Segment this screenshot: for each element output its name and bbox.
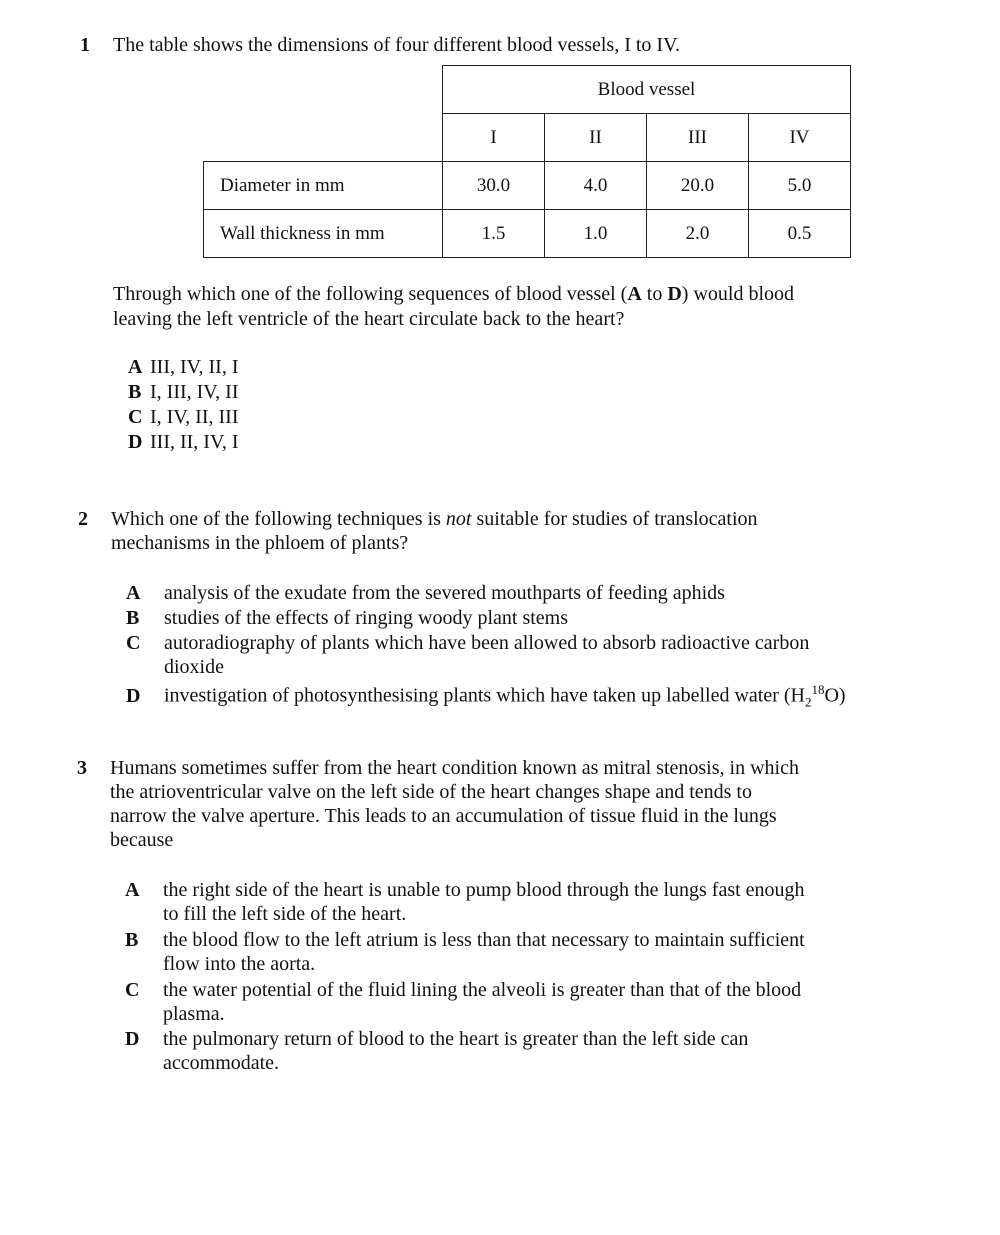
table-cell: 1.0 [545, 210, 647, 258]
table-cell: 4.0 [545, 162, 647, 210]
option-text: I, IV, II, III [150, 406, 239, 428]
option-letter: D [128, 431, 143, 453]
table-cell: 1.5 [443, 210, 545, 258]
formula-end: O) [824, 684, 846, 707]
option-text: autoradiography of plants which have been allowed to absorb radioactive carbon [164, 632, 810, 654]
option-letter: A [126, 582, 141, 604]
question-text [113, 283, 794, 306]
column-header: II [545, 114, 647, 162]
table-cell: 30.0 [443, 162, 545, 210]
question-text-part: Which one of the following techniques is [111, 508, 446, 530]
option-a[interactable] [126, 582, 725, 605]
option-c[interactable] [128, 406, 239, 429]
option-letter: D [126, 684, 141, 707]
option-text: the water potential of the fluid lining the alveoli is greater than that of the blood [163, 979, 802, 1001]
option-text: analysis of the exudate from the severed mouthparts of feeding aphids [164, 582, 725, 604]
option-text: the right side of the heart is unable to pump blood through the lungs fast enough [163, 879, 805, 901]
option-text-continued: plasma. [163, 1003, 225, 1025]
question-text-part: to [641, 283, 668, 305]
option-letter: A [128, 356, 143, 378]
question-text-bold: A [627, 283, 642, 305]
question-text-part: suitable for studies of translocation [471, 508, 758, 530]
question-text-part: ) would blood [681, 283, 795, 305]
question-number: 2 [78, 508, 88, 530]
question-stem [111, 508, 758, 531]
option-letter: C [126, 632, 141, 654]
option-text: investigation of photosynthesising plants which have taken up labelled water (H [164, 684, 805, 707]
option-text: III, II, IV, I [150, 431, 239, 453]
option-text-continued: to fill the left side of the heart. [163, 903, 407, 925]
option-d[interactable] [126, 682, 846, 711]
option-b[interactable] [128, 381, 239, 404]
question-text-part: Through which one of the following sequences of blood vessel ( [113, 283, 628, 305]
table-cell: 2.0 [647, 210, 749, 258]
option-c[interactable] [126, 632, 809, 655]
option-text-continued: flow into the aorta. [163, 953, 316, 975]
option-letter: B [126, 607, 140, 629]
table-cell: 0.5 [749, 210, 851, 258]
option-letter: D [125, 1028, 140, 1050]
column-header: IV [749, 114, 851, 162]
column-header: III [647, 114, 749, 162]
table-corner-blank [204, 114, 443, 162]
option-text: the pulmonary return of blood to the heart is greater than the left side can [163, 1028, 749, 1050]
table-group-header: Blood vessel [443, 66, 851, 114]
option-letter: C [128, 406, 143, 428]
table-cell: 5.0 [749, 162, 851, 210]
option-text: I, III, IV, II [150, 381, 239, 403]
question-text-line2: leaving the left ventricle of the heart circulate back to the heart? [113, 308, 625, 330]
formula-superscript: 18 [811, 682, 825, 697]
option-text: the blood flow to the left atrium is less than that necessary to maintain sufficient [163, 929, 805, 951]
question-stem-line2: mechanisms in the phloem of plants? [111, 532, 409, 554]
question-stem: Humans sometimes suffer from the heart condition known as mitral stenosis, in which [110, 757, 799, 779]
question-number: 1 [80, 34, 90, 56]
option-letter: B [125, 929, 139, 951]
question-number: 3 [77, 757, 87, 779]
question-stem-line: because [110, 829, 174, 851]
question-stem-line: narrow the valve aperture. This leads to an accumulation of tissue fluid in the lungs [110, 805, 777, 827]
question-stem: The table shows the dimensions of four different blood vessels, I to IV. [113, 34, 680, 56]
formula-subscript: 2 [804, 694, 812, 710]
option-text-continued: accommodate. [163, 1052, 280, 1074]
table-cell: 20.0 [647, 162, 749, 210]
option-a[interactable] [128, 356, 239, 379]
table-row [204, 210, 851, 258]
option-a[interactable] [125, 879, 805, 902]
option-letter: B [128, 381, 142, 403]
option-d[interactable] [125, 1028, 748, 1051]
option-b[interactable] [126, 607, 568, 630]
option-d[interactable] [128, 431, 239, 454]
row-label: Diameter in mm [204, 162, 443, 210]
question-stem-line: the atrioventricular valve on the left side of the heart changes shape and tends to [110, 781, 752, 803]
question-text-bold: D [667, 283, 682, 305]
option-text-continued: dioxide [164, 656, 224, 678]
option-c[interactable] [125, 979, 801, 1002]
option-text: III, IV, II, I [150, 356, 239, 378]
option-letter: A [125, 879, 140, 901]
table-corner-blank [204, 66, 443, 114]
question-text-emphasis: not [445, 508, 472, 530]
option-text: studies of the effects of ringing woody plant stems [164, 607, 569, 629]
option-letter: C [125, 979, 140, 1001]
row-label: Wall thickness in mm [204, 210, 443, 258]
table-row [204, 162, 851, 210]
column-header: I [443, 114, 545, 162]
blood-vessel-table [203, 65, 851, 258]
option-b[interactable] [125, 929, 805, 952]
